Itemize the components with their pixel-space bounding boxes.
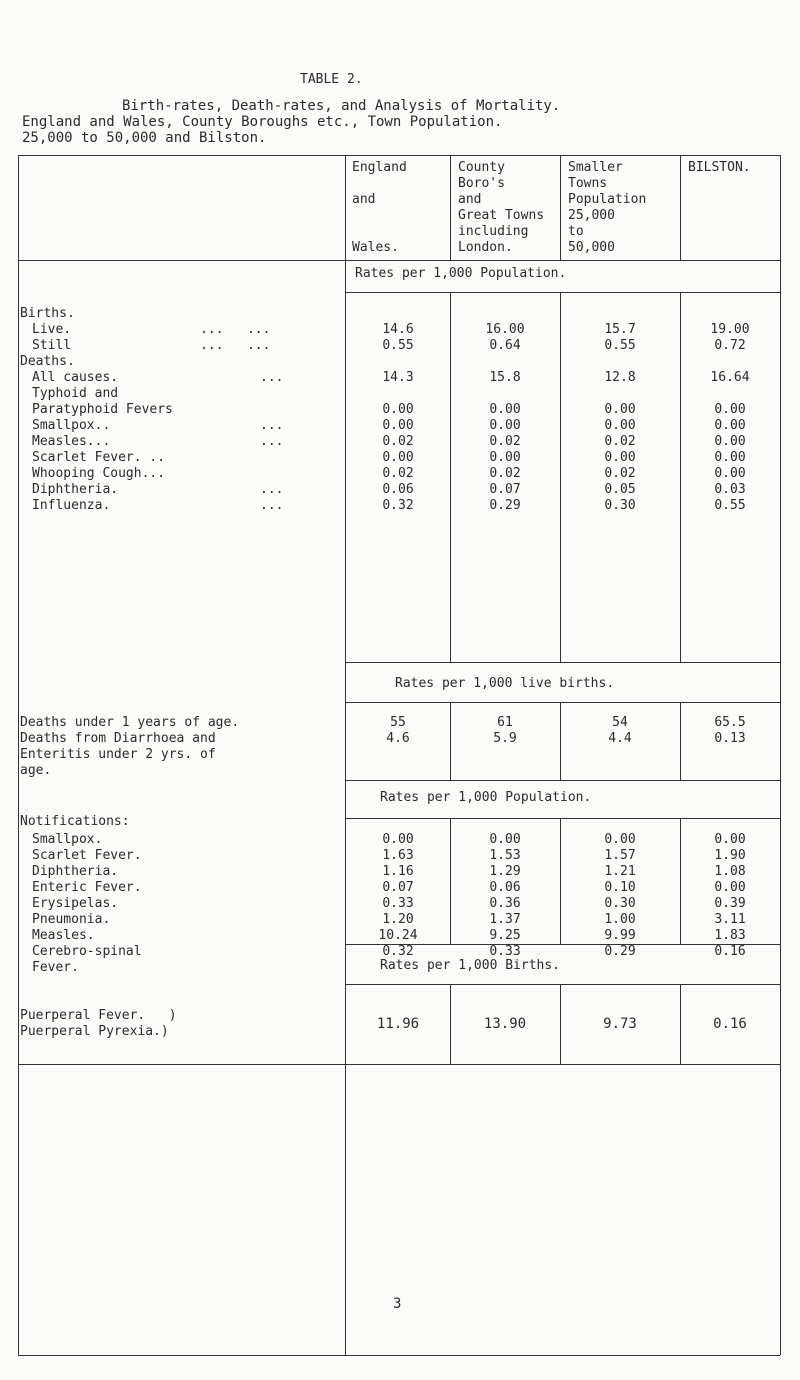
notification-value: 0.10 — [604, 880, 636, 895]
deaths-row-label: Whooping Cough... — [32, 466, 166, 481]
deaths-value: 0.32 — [382, 498, 414, 513]
deaths-value: 0.00 — [489, 402, 521, 417]
column-header-2-line-5: including — [458, 224, 529, 239]
deaths-value: 16.64 — [710, 370, 750, 385]
notification-value: 0.36 — [489, 896, 521, 911]
table-label: TABLE 2. — [300, 72, 363, 87]
notification-value: 10.24 — [378, 928, 418, 943]
notification-value: 1.83 — [714, 928, 746, 943]
births-value: 0.55 — [382, 338, 414, 353]
notification-value: 0.06 — [489, 880, 521, 895]
table-bottom-rule — [18, 1355, 780, 1356]
infant-value: 54 — [612, 715, 628, 730]
notification-value: 1.20 — [382, 912, 414, 927]
section-heading-per-population: Rates per 1,000 Population. — [355, 266, 567, 281]
notification-value: 1.37 — [489, 912, 521, 927]
notification-value: 0.00 — [714, 832, 746, 847]
title-line-3: 25,000 to 50,000 and Bilston. — [22, 130, 267, 146]
infant-value: 55 — [390, 715, 406, 730]
column-header-1-line-3: and — [352, 192, 376, 207]
column-header-2-line-2: Boro's — [458, 176, 505, 191]
notification-value: 0.33 — [382, 896, 414, 911]
column-header-3-line-5: to — [568, 224, 584, 239]
notification-value: 0.30 — [604, 896, 636, 911]
column-header-2-line-3: and — [458, 192, 482, 207]
births-row-label: Still — [32, 338, 72, 353]
deaths-value: 0.02 — [382, 466, 414, 481]
deaths-value: 15.8 — [489, 370, 521, 385]
notification-row-label: Erysipelas. — [32, 896, 119, 911]
infant-value: 65.5 — [714, 715, 746, 730]
births-value: 16.00 — [485, 322, 525, 337]
section-rule-5 — [345, 818, 780, 819]
deaths-value: 0.00 — [489, 418, 521, 433]
deaths-value: 0.00 — [604, 418, 636, 433]
column-header-3-line-1: Smaller — [568, 160, 623, 175]
leader-dots: ... ... — [200, 322, 271, 337]
column-header-3-line-4: 25,000 — [568, 208, 615, 223]
notification-value: 1.21 — [604, 864, 636, 879]
deaths-value: 12.8 — [604, 370, 636, 385]
notification-value: 1.16 — [382, 864, 414, 879]
col-divider-2-header — [560, 155, 561, 260]
deaths-value: 14.3 — [382, 370, 414, 385]
births-value: 0.64 — [489, 338, 521, 353]
page-number: 3 — [393, 1296, 402, 1312]
leader-dots: ... — [260, 370, 284, 385]
notification-value: 0.00 — [382, 832, 414, 847]
notification-value: 0.39 — [714, 896, 746, 911]
infant-row-label: age. — [20, 763, 52, 778]
column-header-3-line-6: 50,000 — [568, 240, 615, 255]
infant-row-label: Deaths from Diarrhoea and — [20, 731, 216, 746]
infant-value: 0.13 — [714, 731, 746, 746]
notification-value: 0.00 — [714, 880, 746, 895]
puerperal-value: 11.96 — [376, 1016, 420, 1032]
deaths-value: 0.00 — [714, 418, 746, 433]
notification-value: 0.00 — [604, 832, 636, 847]
deaths-value: 0.00 — [604, 450, 636, 465]
column-header-2-line-6: London. — [458, 240, 513, 255]
notification-value: 1.57 — [604, 848, 636, 863]
deaths-label: Deaths. — [20, 354, 75, 369]
section-rule-4 — [345, 780, 780, 781]
column-header-1-line-1: England — [352, 160, 407, 175]
notification-value: 1.63 — [382, 848, 414, 863]
notification-value: 0.32 — [382, 944, 414, 959]
notification-value: 1.53 — [489, 848, 521, 863]
births-value: 19.00 — [710, 322, 750, 337]
column-header-2-line-4: Great Towns — [458, 208, 545, 223]
notification-value: 1.00 — [604, 912, 636, 927]
section-rule-6 — [345, 944, 780, 945]
column-header-3-line-3: Population — [568, 192, 647, 207]
deaths-value: 0.55 — [714, 498, 746, 513]
infant-value: 4.6 — [386, 731, 410, 746]
deaths-value: 0.02 — [604, 434, 636, 449]
notification-row-label: Smallpox. — [32, 832, 103, 847]
column-header-2-line-1: County — [458, 160, 505, 175]
col-divider-3-header — [680, 155, 681, 260]
title-line-1: Birth-rates, Death-rates, and Analysis of Mortality. — [122, 98, 561, 114]
section-rule-7 — [345, 984, 780, 985]
notifications-label: Notifications: — [20, 814, 130, 829]
deaths-row-label: Scarlet Fever. .. — [32, 450, 166, 465]
births-value: 0.72 — [714, 338, 746, 353]
deaths-value: 0.29 — [489, 498, 521, 513]
section-rule-3 — [345, 702, 780, 703]
leader-dots: ... — [260, 434, 284, 449]
puerperal-value: 9.73 — [603, 1016, 637, 1032]
deaths-value: 0.00 — [382, 450, 414, 465]
infant-row-label: Enteritis under 2 yrs. of — [20, 747, 216, 762]
notification-value: 0.33 — [489, 944, 521, 959]
deaths-row-label: Measles... — [32, 434, 111, 449]
births-row-label: Live. — [32, 322, 72, 337]
notification-value: 1.08 — [714, 864, 746, 879]
infant-value: 5.9 — [493, 731, 517, 746]
deaths-value: 0.05 — [604, 482, 636, 497]
notification-row-label: Scarlet Fever. — [32, 848, 142, 863]
section-heading-per-births: Rates per 1,000 Births. — [380, 958, 561, 973]
leader-dots: ... — [260, 482, 284, 497]
births-value: 0.55 — [604, 338, 636, 353]
title-line-2: England and Wales, County Boroughs etc., Town Population. — [22, 114, 503, 130]
notification-row-label: Fever. — [32, 960, 79, 975]
notification-value: 9.25 — [489, 928, 521, 943]
puerperal-bottom-rule — [18, 1064, 780, 1065]
notification-value: 0.29 — [604, 944, 636, 959]
puerperal-value: 0.16 — [713, 1016, 747, 1032]
deaths-row-label: Influenza. — [32, 498, 111, 513]
notification-value: 1.29 — [489, 864, 521, 879]
notification-value: 0.16 — [714, 944, 746, 959]
section-rule-2 — [345, 662, 780, 663]
notification-row-label: Diphtheria. — [32, 864, 119, 879]
deaths-row-label: Paratyphoid Fevers — [32, 402, 173, 417]
deaths-row-label: Diphtheria. — [32, 482, 119, 497]
deaths-value: 0.00 — [714, 434, 746, 449]
deaths-value: 0.00 — [604, 402, 636, 417]
infant-row-label: Deaths under 1 years of age. — [20, 715, 240, 730]
notification-row-label: Cerebro-spinal — [32, 944, 142, 959]
deaths-value: 0.02 — [382, 434, 414, 449]
section-heading-per-population-2: Rates per 1,000 Population. — [380, 790, 592, 805]
table-top-rule — [18, 155, 780, 156]
deaths-value: 0.00 — [382, 402, 414, 417]
left-border — [18, 155, 19, 1355]
deaths-value: 0.00 — [489, 450, 521, 465]
notification-value: 1.90 — [714, 848, 746, 863]
column-header-3-line-2: Towns — [568, 176, 608, 191]
notification-row-label: Pneumonia. — [32, 912, 111, 927]
notification-value: 9.99 — [604, 928, 636, 943]
notification-value: 0.00 — [489, 832, 521, 847]
section-heading-per-live-births: Rates per 1,000 live births. — [395, 676, 615, 691]
deaths-value: 0.00 — [714, 402, 746, 417]
puerperal-value: 13.90 — [483, 1016, 527, 1032]
notification-value: 0.07 — [382, 880, 414, 895]
header-bottom-rule — [18, 260, 780, 261]
section-rule-1 — [345, 292, 780, 293]
leader-dots: ... — [260, 418, 284, 433]
deaths-value: 0.30 — [604, 498, 636, 513]
births-value: 15.7 — [604, 322, 636, 337]
infant-value: 61 — [497, 715, 513, 730]
births-label: Births. — [20, 306, 75, 321]
puerperal-row-label: Puerperal Pyrexia.) — [20, 1024, 169, 1039]
deaths-row-label: Smallpox.. — [32, 418, 111, 433]
leader-dots: ... — [260, 498, 284, 513]
deaths-value: 0.03 — [714, 482, 746, 497]
deaths-value: 0.00 — [714, 450, 746, 465]
deaths-row-label: All causes. — [32, 370, 119, 385]
deaths-value: 0.02 — [489, 466, 521, 481]
notification-row-label: Measles. — [32, 928, 95, 943]
deaths-value: 0.07 — [489, 482, 521, 497]
deaths-value: 0.02 — [604, 466, 636, 481]
column-header-4-line-1: BILSTON. — [688, 160, 751, 175]
column-header-1-line-6: Wales. — [352, 240, 399, 255]
deaths-value: 0.06 — [382, 482, 414, 497]
puerperal-row-label: Puerperal Fever. ) — [20, 1008, 177, 1023]
births-value: 14.6 — [382, 322, 414, 337]
leader-dots: ... ... — [200, 338, 271, 353]
col-divider-1-header — [450, 155, 451, 260]
notification-row-label: Enteric Fever. — [32, 880, 142, 895]
deaths-row-label: Typhoid and — [32, 386, 119, 401]
infant-value: 4.4 — [608, 731, 632, 746]
notification-value: 3.11 — [714, 912, 746, 927]
deaths-value: 0.00 — [382, 418, 414, 433]
deaths-value: 0.02 — [489, 434, 521, 449]
deaths-value: 0.00 — [714, 466, 746, 481]
